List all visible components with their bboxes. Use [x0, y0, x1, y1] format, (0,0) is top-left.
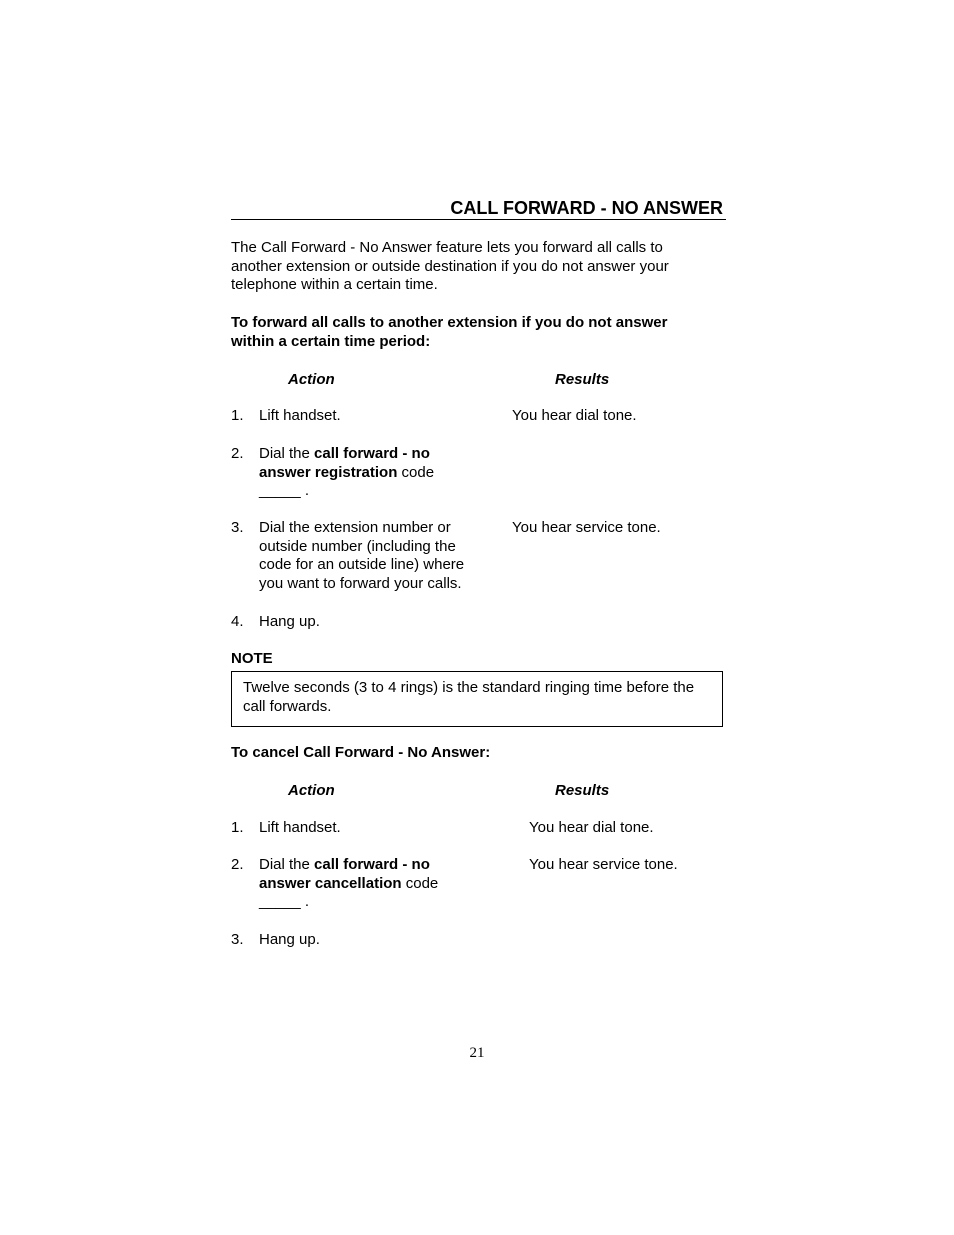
step-number: 3. [231, 519, 244, 536]
step-result: You hear service tone. [529, 856, 678, 873]
step-text-pre: Dial the [259, 856, 315, 873]
note-text: Twelve seconds (3 to 4 rings) is the standard ringing time before the call forwards. [243, 679, 695, 715]
step-text-post: code _____ . [259, 874, 439, 911]
page-title: CALL FORWARD - NO ANSWER [450, 198, 723, 218]
step-result: You hear dial tone. [512, 407, 637, 424]
step-text: Hang up. [259, 613, 320, 630]
cancel-heading: To cancel Call Forward - No Answer: [231, 744, 491, 761]
step-text-bold: call forward - no answer cancellation [259, 856, 430, 892]
forward-heading: To forward all calls to another extension if you do not answer within a certain time period: [231, 314, 668, 350]
step-text [259, 856, 459, 912]
page-number: 21 [469, 1045, 485, 1061]
step-text: Lift handset. [259, 407, 341, 424]
step-text: Hang up. [259, 931, 320, 948]
intro-paragraph: The Call Forward - No Answer feature lets you forward all calls to another extension or outside destination if you do not answer your telephone within a certain time. [231, 239, 669, 294]
step-text [259, 445, 459, 501]
step-number: 1. [231, 407, 244, 424]
action-header: Action [288, 782, 335, 799]
step-text-bold: call forward - no answer registration [259, 445, 430, 481]
step-number: 3. [231, 931, 244, 948]
step-text-pre: Dial the [259, 445, 315, 462]
step-text: Lift handset. [259, 819, 341, 836]
title-rule [231, 219, 726, 220]
step-text-post: code _____ . [259, 463, 435, 500]
action-header: Action [288, 371, 335, 388]
step-number: 1. [231, 819, 244, 836]
step-text: Dial the extension number or outside number (including the code for an outside line) where you want to forward your calls. [259, 519, 465, 593]
step-number: 2. [231, 856, 244, 873]
note-label: NOTE [231, 650, 273, 667]
results-header: Results [555, 371, 610, 388]
step-number: 4. [231, 613, 244, 630]
step-number: 2. [231, 445, 244, 462]
step-result: You hear service tone. [512, 519, 661, 536]
step-result: You hear dial tone. [529, 819, 654, 836]
results-header: Results [555, 782, 610, 799]
